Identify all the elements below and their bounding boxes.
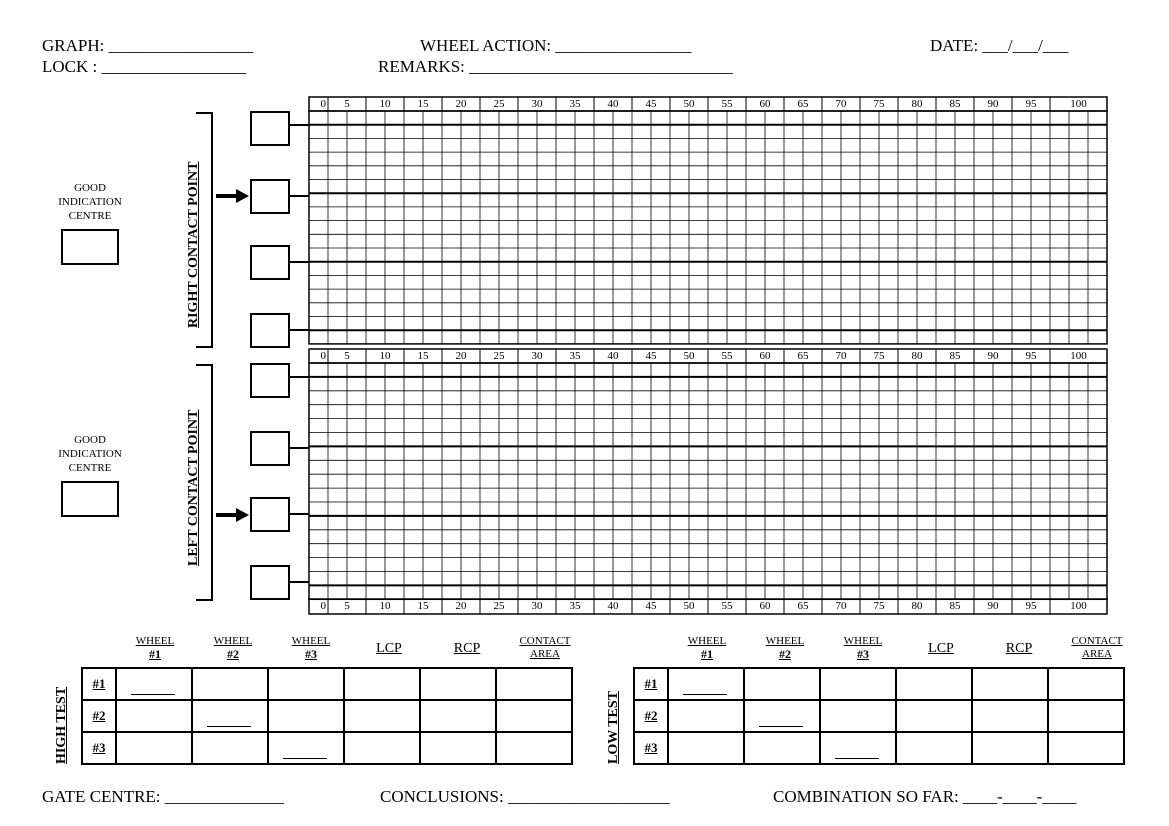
table-cell[interactable] [896, 700, 972, 732]
top-scale-label: 85 [949, 98, 961, 110]
top-scale-label: 75 [873, 98, 885, 110]
mid-scale-label: 70 [835, 350, 847, 362]
bottom-scale-label: 55 [721, 600, 733, 612]
mid-scale-label: 0 [320, 350, 326, 362]
left-contact-box-2 [251, 432, 289, 465]
top-scale-label: 70 [835, 98, 847, 110]
high-test-label: HIGH TEST [54, 686, 69, 764]
table-cell[interactable] [344, 732, 420, 764]
bottom-scale-label: 90 [987, 600, 999, 612]
date-field[interactable]: DATE: ___/___/___ [930, 36, 1069, 55]
table-row [82, 668, 572, 700]
mid-scale-label: 90 [987, 350, 999, 362]
bottom-scale-label: 20 [455, 600, 467, 612]
low-test-label: LOW TEST [606, 690, 621, 764]
mid-scale-label: 65 [797, 350, 809, 362]
mid-scale-label: 30 [531, 350, 543, 362]
mid-scale-label: 20 [455, 350, 467, 362]
bottom-scale-label: 95 [1025, 600, 1037, 612]
bottom-scale-label: 30 [531, 600, 543, 612]
bottom-scale-label: 100 [1070, 600, 1087, 612]
high-column-header: LCP [376, 641, 402, 656]
top-scale-label: 40 [607, 98, 619, 110]
high-column-header: RCP [453, 641, 481, 656]
table-cell[interactable] [192, 732, 268, 764]
table-cell[interactable] [820, 668, 896, 700]
high-column-header: CONTACT AREA [519, 635, 571, 660]
top-scale-label: 35 [569, 98, 581, 110]
high-wheel3-cell[interactable] [268, 732, 344, 764]
right-contact-box-2 [251, 180, 289, 213]
bottom-scale-label: 35 [569, 600, 581, 612]
table-cell[interactable] [972, 668, 1048, 700]
table-row [634, 668, 1124, 700]
low-wheel3-cell[interactable] [820, 732, 896, 764]
table-cell[interactable] [496, 700, 572, 732]
left-contact-box-1 [251, 364, 289, 397]
table-cell[interactable] [896, 732, 972, 764]
table-cell[interactable] [496, 732, 572, 764]
top-scale-label: 10 [379, 98, 391, 110]
row-label: #2 [82, 700, 116, 732]
row-label: #2 [634, 700, 668, 732]
bottom-scale-label: 85 [949, 600, 961, 612]
row-label: #1 [634, 668, 668, 700]
table-cell[interactable] [420, 700, 496, 732]
table-cell[interactable] [192, 668, 268, 700]
top-scale-label: 20 [455, 98, 467, 110]
conclusions-field[interactable]: CONCLUSIONS: ___________________ [380, 787, 670, 806]
right-contact-box-1 [251, 112, 289, 145]
top-scale-label: 60 [759, 98, 771, 110]
table-row [82, 732, 572, 764]
bottom-scale-label: 0 [320, 600, 326, 612]
table-cell[interactable] [896, 668, 972, 700]
bottom-scale-label: 65 [797, 600, 809, 612]
mid-scale-label: 85 [949, 350, 961, 362]
bottom-scale-label: 60 [759, 600, 771, 612]
top-scale-label: 45 [645, 98, 657, 110]
lock-field[interactable]: LOCK : _________________ [42, 57, 246, 76]
table-cell[interactable] [344, 700, 420, 732]
table-row [82, 700, 572, 732]
bottom-scale-label: 40 [607, 600, 619, 612]
bottom-scale-label: 25 [493, 600, 505, 612]
right-contact-box-4 [251, 314, 289, 347]
bottom-scale-label: 75 [873, 600, 885, 612]
table-cell[interactable] [268, 700, 344, 732]
mid-scale-label: 60 [759, 350, 771, 362]
top-scale-label: 15 [417, 98, 429, 110]
right-bracket [196, 113, 212, 347]
mid-scale-label: 35 [569, 350, 581, 362]
bottom-scale-label: 50 [683, 600, 695, 612]
mid-scale-label: 80 [911, 350, 923, 362]
graph-field[interactable]: GRAPH: _________________ [42, 36, 254, 55]
mid-scale-label: 25 [493, 350, 505, 362]
mid-scale-label: 15 [417, 350, 429, 362]
table-cell[interactable] [972, 700, 1048, 732]
top-scale-label: 100 [1070, 98, 1087, 110]
good-indication-label-1: GOOD INDICATION CENTRE [58, 182, 122, 222]
row-label: #1 [82, 668, 116, 700]
good-indication-label-2: GOOD INDICATION CENTRE [58, 434, 122, 474]
mid-scale-label: 100 [1070, 350, 1087, 362]
row-label: #3 [82, 732, 116, 764]
table-cell[interactable] [972, 732, 1048, 764]
top-scale-label: 30 [531, 98, 543, 110]
mid-scale-label: 50 [683, 350, 695, 362]
top-scale-label: 50 [683, 98, 695, 110]
right-contact-point-label: RIGHT CONTACT POINT [186, 161, 201, 328]
mid-scale-label: 55 [721, 350, 733, 362]
high-column-header: WHEEL #1 [135, 635, 175, 661]
gate-centre-field[interactable]: GATE CENTRE: ______________ [42, 787, 284, 806]
table-cell[interactable] [420, 732, 496, 764]
top-scale-label: 90 [987, 98, 999, 110]
row-label: #3 [634, 732, 668, 764]
mid-scale-label: 45 [645, 350, 657, 362]
table-cell[interactable] [820, 700, 896, 732]
low-column-header: CONTACT AREA [1071, 635, 1123, 660]
table-row [634, 700, 1124, 732]
bottom-scale-label: 45 [645, 600, 657, 612]
high-wheel1-cell[interactable] [116, 668, 192, 700]
low-column-header: RCP [1005, 641, 1033, 656]
left-contact-box-4 [251, 566, 289, 599]
low-column-header: WHEEL #3 [843, 635, 883, 661]
combination-field[interactable]: COMBINATION SO FAR: ____-____-____ [773, 787, 1077, 806]
mid-scale-label: 5 [344, 350, 350, 362]
low-wheel1-cell[interactable] [668, 668, 744, 700]
bottom-scale-label: 70 [835, 600, 847, 612]
table-cell[interactable] [1048, 732, 1124, 764]
bottom-scale-label: 15 [417, 600, 429, 612]
low-test-table [633, 667, 1125, 765]
table-cell[interactable] [420, 668, 496, 700]
table-cell[interactable] [496, 668, 572, 700]
wheel-action-field[interactable]: WHEEL ACTION: ________________ [420, 36, 692, 55]
table-row [634, 732, 1124, 764]
top-scale-label: 25 [493, 98, 505, 110]
table-cell[interactable] [668, 700, 744, 732]
left-contact-point-label: LEFT CONTACT POINT [186, 409, 201, 566]
top-scale-label: 65 [797, 98, 809, 110]
table-cell[interactable] [116, 700, 192, 732]
bottom-scale-label: 5 [344, 600, 350, 612]
table-cell[interactable] [744, 732, 820, 764]
left-arrow-icon-head [236, 508, 249, 522]
low-column-header: LCP [928, 641, 954, 656]
table-cell[interactable] [1048, 700, 1124, 732]
mid-scale-label: 40 [607, 350, 619, 362]
top-scale-label: 80 [911, 98, 923, 110]
table-cell[interactable] [1048, 668, 1124, 700]
table-cell[interactable] [744, 668, 820, 700]
left-bracket [196, 365, 212, 600]
low-wheel2-cell[interactable] [744, 700, 820, 732]
table-cell[interactable] [268, 668, 344, 700]
high-test-table [81, 667, 573, 765]
top-scale-label: 95 [1025, 98, 1037, 110]
high-wheel2-cell[interactable] [192, 700, 268, 732]
top-scale-label: 0 [320, 98, 326, 110]
top-scale-label: 55 [721, 98, 733, 110]
top-scale-label: 5 [344, 98, 350, 110]
remarks-field[interactable]: REMARKS: _______________________________ [378, 57, 733, 76]
bottom-scale-label: 80 [911, 600, 923, 612]
table-cell[interactable] [668, 732, 744, 764]
left-contact-box-3 [251, 498, 289, 531]
table-cell[interactable] [344, 668, 420, 700]
mid-scale-label: 10 [379, 350, 391, 362]
mid-scale-label: 75 [873, 350, 885, 362]
right-arrow-icon-head [236, 189, 249, 203]
mid-scale-label: 95 [1025, 350, 1037, 362]
bottom-scale-label: 10 [379, 600, 391, 612]
high-column-header: WHEEL #2 [213, 635, 253, 661]
table-cell[interactable] [116, 732, 192, 764]
low-column-header: WHEEL #1 [687, 635, 727, 661]
right-contact-box-3 [251, 246, 289, 279]
low-column-header: WHEEL #2 [765, 635, 805, 661]
high-column-header: WHEEL #3 [291, 635, 331, 661]
